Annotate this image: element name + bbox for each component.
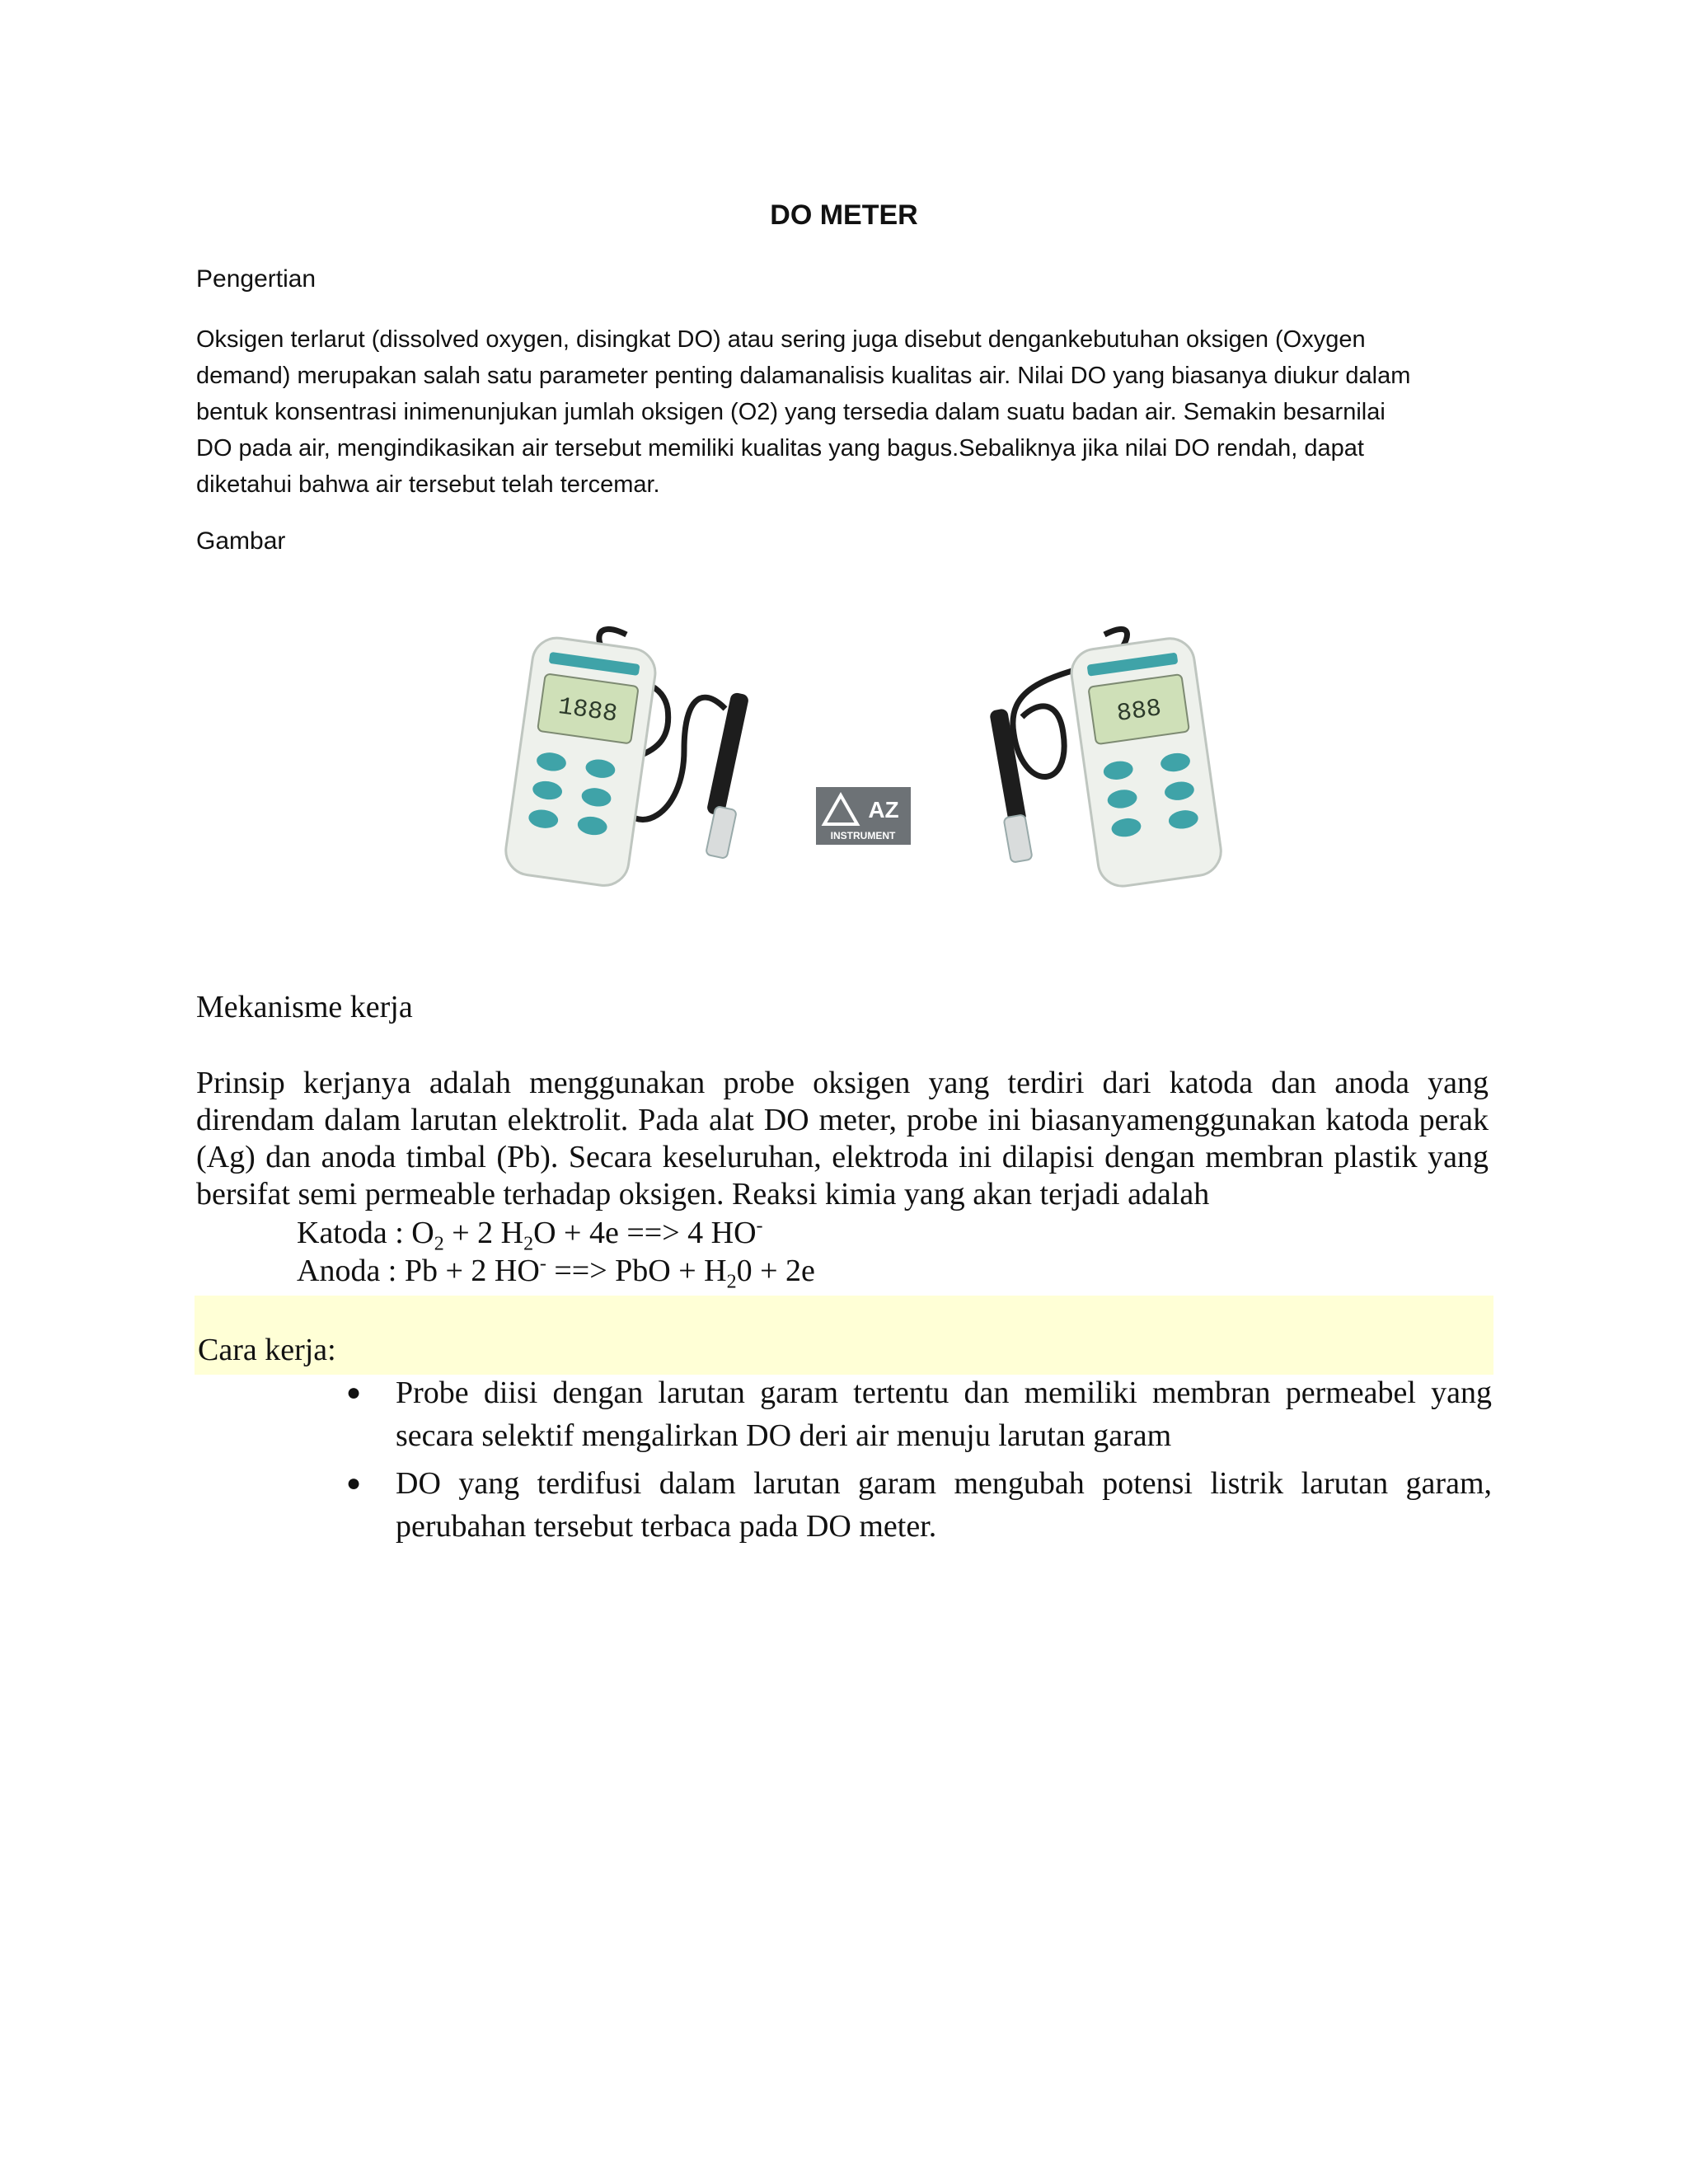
do-meter-figure — [495, 610, 1236, 907]
bullet-icon: ● — [346, 1379, 362, 1406]
anoda-suffix: 0 + 2e — [736, 1254, 815, 1288]
highlight-band — [195, 1296, 1493, 1375]
meter-left-display: 1888 — [556, 693, 620, 729]
pengertian-paragraph — [196, 321, 1498, 503]
pengertian-line: Oksigen terlarut (dissolved oxygen, disingkat DO) atau sering juga disebut dengankebutuhan oksigen (Oxygen — [196, 326, 1366, 353]
katoda-sub-h2: 2 — [523, 1233, 534, 1255]
section-label-gambar: Gambar — [196, 527, 286, 555]
meter-right-display: 888 — [1114, 694, 1164, 729]
prinsip-paragraph: Prinsip kerjanya adalah menggunakan probe oksigen yang terdiri dari katoda dan anoda yang direndam dalam larutan elektrolit. Pada alat DO meter, probe ini biasanyamenggunakan katoda perak (Ag) dan anoda timbal (Pb). Secara keseluruhan, elektroda ini dilapisi dengan membran plastik yang bersifat semi permeable terhadap oksigen. Reaksi kimia yang akan terjadi adalah — [196, 1066, 1489, 1212]
pengertian-line: diketahui bahwa air tersebut telah tercemar. — [196, 471, 660, 498]
meter-left — [503, 635, 659, 888]
step-text: Probe diisi dengan larutan garam tertentu dan memiliki membran permeabel yang secara selektif mengalirkan DO deri air menuju larutan garam — [396, 1376, 1492, 1453]
probe-right — [989, 708, 1033, 863]
logo-subtext: INSTRUMENT — [830, 830, 896, 841]
heading-mekanisme-kerja: Mekanisme kerja — [196, 990, 413, 1024]
az-instrument-logo — [816, 787, 911, 845]
steps-list — [338, 1371, 1492, 1553]
pengertian-line: DO pada air, mengindikasikan air tersebut memiliki kualitas yang bagus.Sebaliknya jika nilai DO rendah, dapat — [196, 435, 1364, 462]
katoda-prefix: Katoda : O — [297, 1216, 434, 1250]
pengertian-line: bentuk konsentrasi inimenunjukan jumlah oksigen (O2) yang tersedia dalam suatu badan air. Semakin besarnilai — [196, 399, 1386, 425]
document-title: DO METER — [770, 199, 918, 231]
pengertian-line: demand) merupakan salah satu parameter penting dalamanalisis kualitas air. Nilai DO yang biasanya diukur dalam — [196, 363, 1411, 389]
katoda-mid2: O + 4e ==> 4 HO — [533, 1216, 757, 1250]
katoda-mid1: + 2 H — [443, 1216, 524, 1250]
list-item — [338, 1462, 1492, 1548]
heading-cara-kerja: Cara kerja: — [198, 1333, 336, 1367]
anoda-sup-charge: - — [539, 1253, 546, 1275]
katoda-sub-o2: 2 — [434, 1233, 444, 1255]
probe-left — [706, 691, 749, 859]
reaction-katoda — [297, 1215, 763, 1255]
reaction-anoda — [297, 1253, 815, 1293]
anoda-mid1: ==> PbO + H — [546, 1254, 727, 1288]
do-meter-illustration — [495, 610, 1236, 907]
step-text: DO yang terdifusi dalam larutan garam mengubah potensi listrik larutan garam, perubahan tersebut terbaca pada DO meter. — [396, 1466, 1492, 1544]
anoda-prefix: Anoda : Pb + 2 HO — [297, 1254, 540, 1288]
katoda-sup-charge: - — [756, 1215, 763, 1237]
bullet-icon: ● — [346, 1469, 362, 1497]
list-item — [338, 1371, 1492, 1457]
meter-right — [1068, 635, 1224, 889]
logo-text: AZ — [868, 797, 899, 823]
section-label-pengertian: Pengertian — [196, 265, 316, 293]
anoda-sub-h2: 2 — [726, 1271, 737, 1293]
